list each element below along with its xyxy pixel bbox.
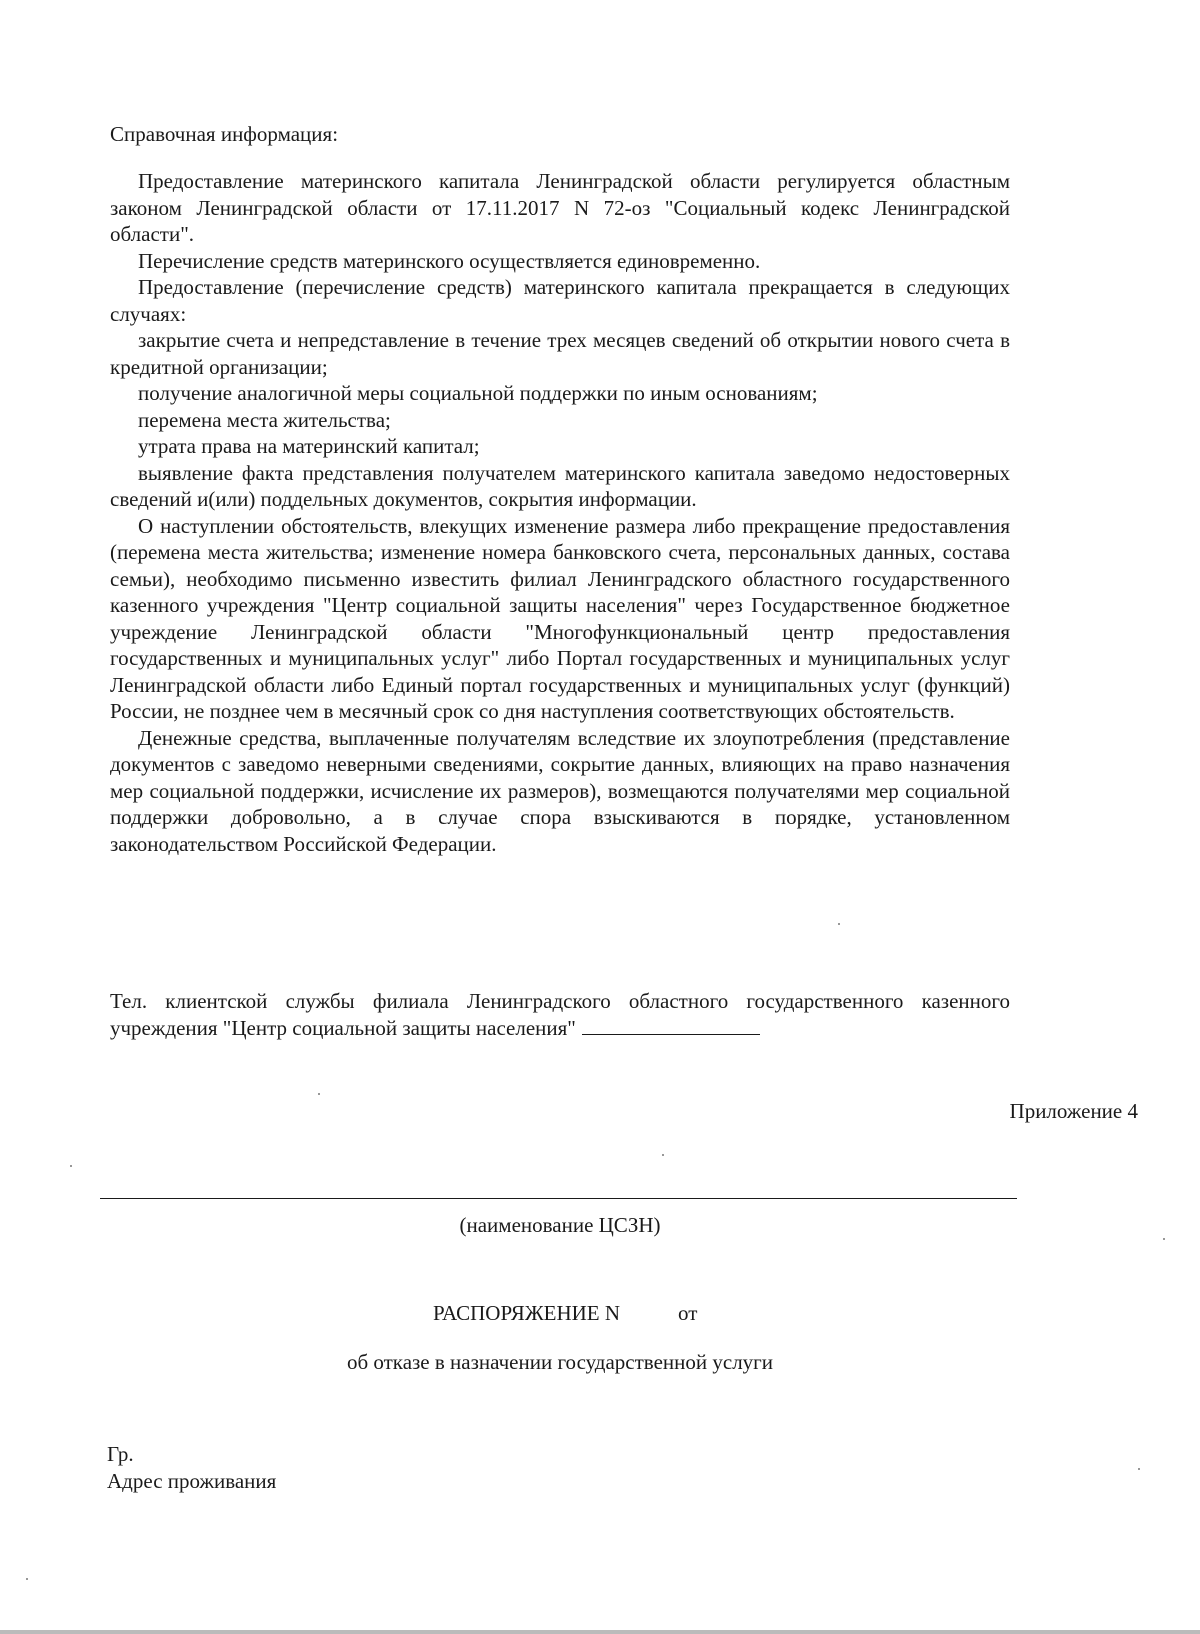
scan-speck (70, 1165, 72, 1167)
scan-speck (1163, 1238, 1165, 1240)
scan-bottom-edge (0, 1630, 1200, 1634)
paragraph: закрытие счета и непредставление в течение трех месяцев сведений об открытии нового счета в кредитной организации; (110, 328, 1010, 379)
paragraph: Денежные средства, выплаченные получателям вследствие их злоупотребления (представление документов с заведомо неверными сведениями, сокрытие данных, влияющих на право назначения мер социальной поддержки, исчисление их размеров), возмещаются получателями мер социальной поддержки добровольно, а в случае спора взыскиваются в порядке, установленном законодательством Российской Федерации. (110, 725, 1010, 856)
paragraph: Предоставление (перечисление средств) материнского капитала прекращается в следующих случаях: (110, 275, 1010, 326)
order-subtitle: об отказе в назначении государственной услуги (346, 1350, 774, 1374)
citizen-name-label: Гр. (107, 1442, 134, 1466)
citizen-address-label: Адрес проживания (107, 1468, 277, 1493)
paragraph: Перечисление средств материнского осуществляется единовременно. (138, 248, 761, 273)
org-name-line (100, 1198, 1017, 1199)
scan-speck (26, 1578, 28, 1580)
phone-blank-line (582, 1016, 760, 1035)
paragraph: О наступлении обстоятельств, влекущих изменение размера либо прекращение предоставления (перемена места жительства; изменение номера банковского счета, персональных данных, состава семьи), необходимо письменно известить филиал Ленинградского областного государственного казенного учреждения "Центр социальной защиты населения" через Государственное бюджетное учреждение Ленинградской области "Многофункциональный центр предоставления государственных и муниципальных услуг" либо Портал государственных и муниципальных услуг Ленинградской области либо Единый портал государственных и муниципальных услуг (функций) России, не позднее чем в месячный срок со дня наступления соответствующих обстоятельств. (110, 513, 1010, 723)
paragraph: утрата права на материнский капитал; (138, 434, 480, 458)
org-name-caption: (наименование ЦСЗН) (459, 1213, 661, 1237)
scan-speck (838, 923, 840, 925)
order-date-label: от (678, 1301, 698, 1325)
paragraph: получение аналогичной меры социальной поддержки по иным основаниям; (138, 381, 818, 405)
order-number-label: РАСПОРЯЖЕНИЕ N (433, 1301, 621, 1325)
order-title (433, 1300, 697, 1326)
reference-info-heading: Справочная информация: (110, 122, 339, 146)
citizen-block (107, 1441, 276, 1494)
scan-speck (1138, 1468, 1140, 1470)
reference-info-body (110, 168, 1010, 857)
paragraph: перемена места жительства; (138, 407, 391, 432)
phone-note (110, 988, 1010, 1041)
scan-speck (318, 1093, 320, 1095)
paragraph: выявление факта представления получателем материнского капитала заведомо недостоверных сведений и(или) поддельных документов, сокрытия информации. (110, 460, 1010, 511)
phone-note-text: Тел. клиентской службы филиала Ленинградского областного государственного казенного учреждения "Центр социальной защиты населения" (110, 989, 1010, 1040)
appendix-label: Приложение 4 (1009, 1099, 1138, 1123)
scan-speck (662, 1154, 664, 1156)
paragraph: Предоставление материнского капитала Ленинградской области регулируется областным законом Ленинградской области от 17.11.2017 N 72-оз "Социальный кодекс Ленинградской области". (110, 169, 1010, 246)
